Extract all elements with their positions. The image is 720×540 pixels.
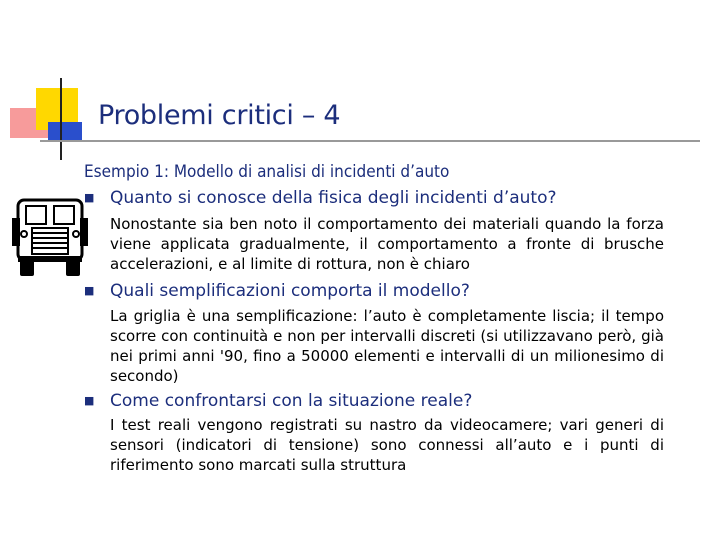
square-bullet-icon: ■ xyxy=(84,394,95,407)
square-bullet-icon: ■ xyxy=(84,284,95,297)
slide-subtitle: Esempio 1: Modello di analisi di incidenti d’auto xyxy=(84,162,450,182)
question-3 xyxy=(84,391,472,411)
truck-icon xyxy=(10,190,90,280)
question-1 xyxy=(84,188,557,208)
slide-title: Problemi critici – 4 xyxy=(98,100,341,131)
answer-3: I test reali vengono registrati su nastro da videocamere; vari generi di sensori (indicatori di tensione) sono connessi all’auto e i punti di riferimento sono marcati sulla struttura xyxy=(110,416,664,474)
answer-1: Nonostante sia ben noto il comportamento dei materiali quando la forza viene applicata gradualmente, il comportamento a fronte di brusche accelerazioni, e al limite di rottura, non è chiaro xyxy=(110,215,664,273)
decor-vertical-line xyxy=(60,78,62,160)
title-underline xyxy=(40,140,700,142)
square-bullet-icon: ■ xyxy=(84,191,95,204)
question-1-text: Quanto si conosce della fisica degli incidenti d’auto? xyxy=(110,188,557,208)
question-2-text: Quali semplificazioni comporta il modello? xyxy=(110,281,470,301)
decor-blue-square xyxy=(48,122,82,142)
answer-2: La griglia è una semplificazione: l’auto è completamente liscia; il tempo scorre con continuità e non per intervalli discreti (si utilizzavano però, già nei primi anni '90, fino a 50000 elementi e intervalli di un milionesimo di secondo) xyxy=(110,307,664,385)
question-2 xyxy=(84,281,470,301)
question-3-text: Come confrontarsi con la situazione reale? xyxy=(110,391,473,411)
